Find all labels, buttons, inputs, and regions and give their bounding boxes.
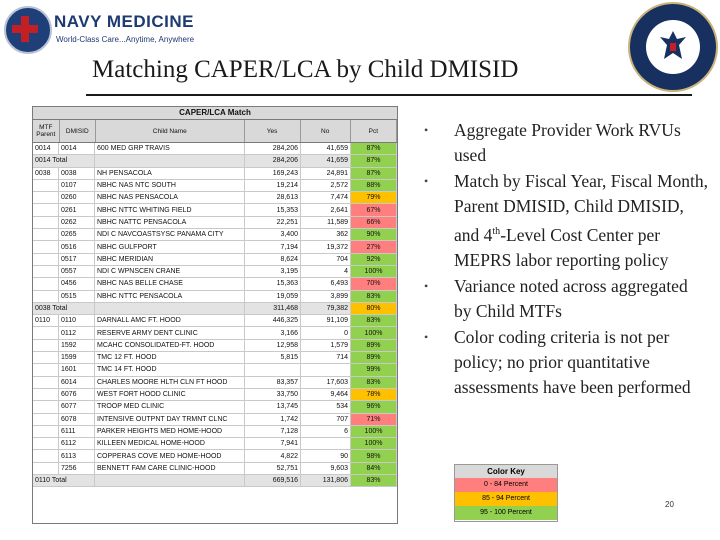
table-total-row xyxy=(33,303,397,315)
cell-parent xyxy=(33,266,59,277)
cell-no: 9,603 xyxy=(301,463,351,474)
cell-child-name: KILLEEN MEDICAL HOME-HOOD xyxy=(95,438,245,449)
cell-yes: 446,325 xyxy=(245,315,301,326)
table-row xyxy=(33,401,397,413)
cell-child-name: MCAHC CONSOLIDATED-FT. HOOD xyxy=(95,340,245,351)
cell-parent xyxy=(33,278,59,289)
table-row xyxy=(33,414,397,426)
cell-no: 19,372 xyxy=(301,241,351,252)
cell-yes: 669,516 xyxy=(245,475,301,486)
cell-dmisid: 0260 xyxy=(59,192,95,203)
cell-yes: 28,613 xyxy=(245,192,301,203)
cell-parent xyxy=(33,291,59,302)
cell-no: 7,474 xyxy=(301,192,351,203)
cell-pct: 83% xyxy=(351,291,397,302)
cell-child-name: DARNALL AMC FT. HOOD xyxy=(95,315,245,326)
table-body xyxy=(33,143,397,487)
cell-parent: 0110 xyxy=(33,315,59,326)
cell-dmisid: 6014 xyxy=(59,377,95,388)
cell-child-name: NBHC NAS BELLE CHASE xyxy=(95,278,245,289)
cell-pct: 88% xyxy=(351,180,397,191)
cell-pct: 79% xyxy=(351,192,397,203)
table-row xyxy=(33,291,397,303)
column-header-child-name: Child Name xyxy=(96,120,245,142)
cell-dmisid: 6077 xyxy=(59,401,95,412)
table-row xyxy=(33,463,397,475)
color-key-item-orange: 85 - 94 Percent xyxy=(455,492,557,506)
cell-no: 91,109 xyxy=(301,315,351,326)
cell-pct: 84% xyxy=(351,463,397,474)
color-key-item-red: 0 - 84 Percent xyxy=(455,478,557,492)
cell-child-name: BENNETT FAM CARE CLINIC-HOOD xyxy=(95,463,245,474)
cell-yes: 3,400 xyxy=(245,229,301,240)
table-row xyxy=(33,180,397,192)
bullet-dot-icon: • xyxy=(424,278,429,293)
cell-parent xyxy=(33,426,59,437)
table-row xyxy=(33,143,397,155)
cell-dmisid: 0557 xyxy=(59,266,95,277)
cell-parent xyxy=(33,229,59,240)
cell-parent xyxy=(33,204,59,215)
cell-pct: 100% xyxy=(351,426,397,437)
table-row xyxy=(33,327,397,339)
slide-title: Matching CAPER/LCA by Child DMISID xyxy=(92,56,519,83)
bullet-item xyxy=(418,274,708,324)
cell-child-name: TMC 14 FT. HOOD xyxy=(95,364,245,375)
bullet-text: Color coding criteria is not per policy; no prior quantitative assessments have been performed xyxy=(454,326,691,397)
table-row xyxy=(33,278,397,290)
cell-no: 24,891 xyxy=(301,168,351,179)
cell-dmisid: 0261 xyxy=(59,204,95,215)
cell-dmisid: 0014 xyxy=(59,143,95,154)
cell-parent xyxy=(33,401,59,412)
cell-dmisid: 7256 xyxy=(59,463,95,474)
bullet-list xyxy=(418,118,708,401)
cell-no: 534 xyxy=(301,401,351,412)
cell-no: 6,493 xyxy=(301,278,351,289)
cell-child-name: CHARLES MOORE HLTH CLN FT HOOD xyxy=(95,377,245,388)
cell-pct: 67% xyxy=(351,204,397,215)
cell-parent xyxy=(33,217,59,228)
cell-yes: 7,128 xyxy=(245,426,301,437)
title-divider xyxy=(86,94,692,96)
cell-child-name: TROOP MED CLINIC xyxy=(95,401,245,412)
table-row xyxy=(33,377,397,389)
bullet-text-continued: -Level Cost Center per MEPRS labor reporting policy xyxy=(454,224,669,270)
cell-parent xyxy=(33,352,59,363)
cell-pct: 89% xyxy=(351,340,397,351)
cell-yes: 19,059 xyxy=(245,291,301,302)
cell-no: 1,579 xyxy=(301,340,351,351)
table-row xyxy=(33,352,397,364)
cell-dmisid: 1599 xyxy=(59,352,95,363)
cell-yes: 83,357 xyxy=(245,377,301,388)
cell-pct: 83% xyxy=(351,315,397,326)
table-row xyxy=(33,266,397,278)
cell-dmisid: 6076 xyxy=(59,389,95,400)
cell-parent: 0038 Total xyxy=(33,303,95,314)
cell-yes: 22,251 xyxy=(245,217,301,228)
eagle-icon xyxy=(658,29,688,63)
cell-parent xyxy=(33,241,59,252)
cell-no: 4 xyxy=(301,266,351,277)
cell-child-name xyxy=(95,475,245,486)
table-row xyxy=(33,254,397,266)
cell-no: 17,603 xyxy=(301,377,351,388)
cell-no xyxy=(301,364,351,375)
cell-parent: 0110 Total xyxy=(33,475,95,486)
cell-pct: 99% xyxy=(351,364,397,375)
table-row xyxy=(33,168,397,180)
cell-pct: 66% xyxy=(351,217,397,228)
cell-dmisid: 0038 xyxy=(59,168,95,179)
cell-no: 131,806 xyxy=(301,475,351,486)
column-header-pct: Pct xyxy=(351,120,397,142)
cell-yes: 169,243 xyxy=(245,168,301,179)
cell-parent: 0038 xyxy=(33,168,59,179)
cell-yes: 311,468 xyxy=(245,303,301,314)
bullet-item xyxy=(418,118,708,168)
cell-parent: 0014 Total xyxy=(33,155,95,166)
cell-no: 362 xyxy=(301,229,351,240)
cell-yes: 13,745 xyxy=(245,401,301,412)
cell-no: 2,572 xyxy=(301,180,351,191)
cell-yes: 4,822 xyxy=(245,450,301,461)
cell-dmisid: 0112 xyxy=(59,327,95,338)
navy-medicine-logo xyxy=(4,6,195,52)
table-row xyxy=(33,241,397,253)
cell-no: 704 xyxy=(301,254,351,265)
column-header-dmisid: DMISID xyxy=(60,120,96,142)
table-row xyxy=(33,315,397,327)
seal-center xyxy=(646,20,700,74)
cell-no: 714 xyxy=(301,352,351,363)
cell-pct: 71% xyxy=(351,414,397,425)
table-row xyxy=(33,229,397,241)
bullet-superscript: th xyxy=(492,226,501,237)
cell-child-name: NDI C NAVCOASTSYSC PANAMA CITY xyxy=(95,229,245,240)
cell-child-name: INTENSIVE OUTPNT DAY TRMNT CLNC xyxy=(95,414,245,425)
cell-pct: 78% xyxy=(351,389,397,400)
cell-pct: 98% xyxy=(351,450,397,461)
cell-dmisid: 0262 xyxy=(59,217,95,228)
cell-child-name xyxy=(95,303,245,314)
cell-parent xyxy=(33,389,59,400)
table-row xyxy=(33,204,397,216)
cell-parent xyxy=(33,180,59,191)
cell-pct: 100% xyxy=(351,266,397,277)
cell-no: 79,382 xyxy=(301,303,351,314)
cell-pct: 87% xyxy=(351,155,397,166)
color-key-item-green: 95 - 100 Percent xyxy=(455,506,557,520)
logo-title: NAVY MEDICINE xyxy=(54,12,195,31)
cell-child-name: NBHC MERIDIAN xyxy=(95,254,245,265)
cell-parent xyxy=(33,192,59,203)
cell-dmisid: 0456 xyxy=(59,278,95,289)
cell-no: 90 xyxy=(301,450,351,461)
cell-child-name: RESERVE ARMY DENT CLINIC xyxy=(95,327,245,338)
cell-no: 707 xyxy=(301,414,351,425)
cell-parent xyxy=(33,327,59,338)
table-title: CAPER/LCA Match xyxy=(33,107,397,120)
table-row xyxy=(33,438,397,450)
table-total-row xyxy=(33,155,397,167)
table-row xyxy=(33,192,397,204)
cell-yes: 15,363 xyxy=(245,278,301,289)
column-header-yes: Yes xyxy=(245,120,301,142)
cell-child-name: NBHC NTTC PENSACOLA xyxy=(95,291,245,302)
cell-yes: 3,166 xyxy=(245,327,301,338)
table-row xyxy=(33,389,397,401)
cell-pct: 80% xyxy=(351,303,397,314)
cell-parent xyxy=(33,340,59,351)
cell-yes: 7,941 xyxy=(245,438,301,449)
cell-yes: 7,194 xyxy=(245,241,301,252)
red-cross-icon-vertical xyxy=(21,16,29,42)
bullet-item xyxy=(418,325,708,400)
cell-pct: 83% xyxy=(351,475,397,486)
cell-child-name: 600 MED GRP TRAVIS xyxy=(95,143,245,154)
cell-dmisid: 0110 xyxy=(59,315,95,326)
cell-child-name: PARKER HEIGHTS MED HOME-HOOD xyxy=(95,426,245,437)
bullet-dot-icon: • xyxy=(424,174,429,188)
cell-no xyxy=(301,438,351,449)
cell-pct: 100% xyxy=(351,327,397,338)
cell-child-name xyxy=(95,155,245,166)
cell-yes: 284,206 xyxy=(245,155,301,166)
cell-parent xyxy=(33,377,59,388)
cell-pct: 90% xyxy=(351,229,397,240)
cell-no: 9,464 xyxy=(301,389,351,400)
cell-parent xyxy=(33,364,59,375)
cell-yes: 284,206 xyxy=(245,143,301,154)
cell-parent xyxy=(33,414,59,425)
cell-child-name: NH PENSACOLA xyxy=(95,168,245,179)
cell-no: 0 xyxy=(301,327,351,338)
cell-parent xyxy=(33,438,59,449)
cell-dmisid: 6111 xyxy=(59,426,95,437)
bullet-dot-icon: • xyxy=(424,329,429,344)
bullet-item xyxy=(418,169,708,273)
cell-dmisid: 6112 xyxy=(59,438,95,449)
cell-child-name: NDI C WPNSCEN CRANE xyxy=(95,266,245,277)
cell-dmisid: 0265 xyxy=(59,229,95,240)
table-row xyxy=(33,340,397,352)
cell-pct: 70% xyxy=(351,278,397,289)
cell-dmisid: 0515 xyxy=(59,291,95,302)
cell-child-name: COPPERAS COVE MED HOME-HOOD xyxy=(95,450,245,461)
cell-yes: 33,750 xyxy=(245,389,301,400)
department-of-navy-seal-icon xyxy=(628,2,718,92)
cell-yes: 1,742 xyxy=(245,414,301,425)
cell-pct: 92% xyxy=(351,254,397,265)
cell-no: 41,659 xyxy=(301,143,351,154)
cell-pct: 27% xyxy=(351,241,397,252)
table-total-row xyxy=(33,475,397,487)
caper-lca-match-table xyxy=(32,106,398,524)
cell-child-name: TMC 12 FT. HOOD xyxy=(95,352,245,363)
table-row xyxy=(33,450,397,462)
cell-dmisid: 6078 xyxy=(59,414,95,425)
page-number: 20 xyxy=(665,500,674,509)
bullet-text: Variance noted across aggregated by Child MTFs xyxy=(454,275,688,321)
cell-no: 6 xyxy=(301,426,351,437)
cell-parent xyxy=(33,254,59,265)
cell-pct: 83% xyxy=(351,377,397,388)
cell-pct: 100% xyxy=(351,438,397,449)
column-header-no: No xyxy=(301,120,351,142)
cell-yes: 8,624 xyxy=(245,254,301,265)
cell-child-name: NBHC NTTC WHITING FIELD xyxy=(95,204,245,215)
cell-no: 11,589 xyxy=(301,217,351,228)
cell-child-name: NBHC NATTC PENSACOLA xyxy=(95,217,245,228)
cell-parent xyxy=(33,450,59,461)
cell-dmisid: 1601 xyxy=(59,364,95,375)
cell-yes: 52,751 xyxy=(245,463,301,474)
cell-no: 2,641 xyxy=(301,204,351,215)
cell-yes: 19,214 xyxy=(245,180,301,191)
table-row xyxy=(33,426,397,438)
logo-tagline: World-Class Care...Anytime, Anywhere xyxy=(56,35,195,44)
cell-child-name: NBHC NAS NTC SOUTH xyxy=(95,180,245,191)
cell-no: 41,659 xyxy=(301,155,351,166)
cell-pct: 87% xyxy=(351,143,397,154)
cell-child-name: NBHC GULFPORT xyxy=(95,241,245,252)
bullet-dot-icon: • xyxy=(424,123,429,137)
cell-yes: 3,195 xyxy=(245,266,301,277)
cell-pct: 96% xyxy=(351,401,397,412)
table-row xyxy=(33,217,397,229)
table-header-row xyxy=(33,120,397,143)
cell-pct: 89% xyxy=(351,352,397,363)
cell-child-name: WEST FORT HOOD CLINIC xyxy=(95,389,245,400)
table-row xyxy=(33,364,397,376)
bullet-text: Aggregate Provider Work RVUs used xyxy=(454,120,681,165)
cell-yes: 5,815 xyxy=(245,352,301,363)
color-key-legend xyxy=(454,464,558,522)
cell-no: 3,899 xyxy=(301,291,351,302)
color-key-title: Color Key xyxy=(455,465,557,478)
cell-yes xyxy=(245,364,301,375)
cell-parent: 0014 xyxy=(33,143,59,154)
cell-dmisid: 6113 xyxy=(59,450,95,461)
cell-dmisid: 0107 xyxy=(59,180,95,191)
bullet-text: Match by Fiscal Year, Fiscal Month, Parent DMISID, Child DMISID, and 4 xyxy=(454,171,709,245)
cell-dmisid: 0516 xyxy=(59,241,95,252)
cell-dmisid: 1592 xyxy=(59,340,95,351)
cell-yes: 12,958 xyxy=(245,340,301,351)
cell-child-name: NBHC NAS PENSACOLA xyxy=(95,192,245,203)
column-header-parent: MTF Parent xyxy=(33,120,60,142)
cell-parent xyxy=(33,463,59,474)
cell-dmisid: 0517 xyxy=(59,254,95,265)
cell-pct: 87% xyxy=(351,168,397,179)
cell-yes: 15,353 xyxy=(245,204,301,215)
